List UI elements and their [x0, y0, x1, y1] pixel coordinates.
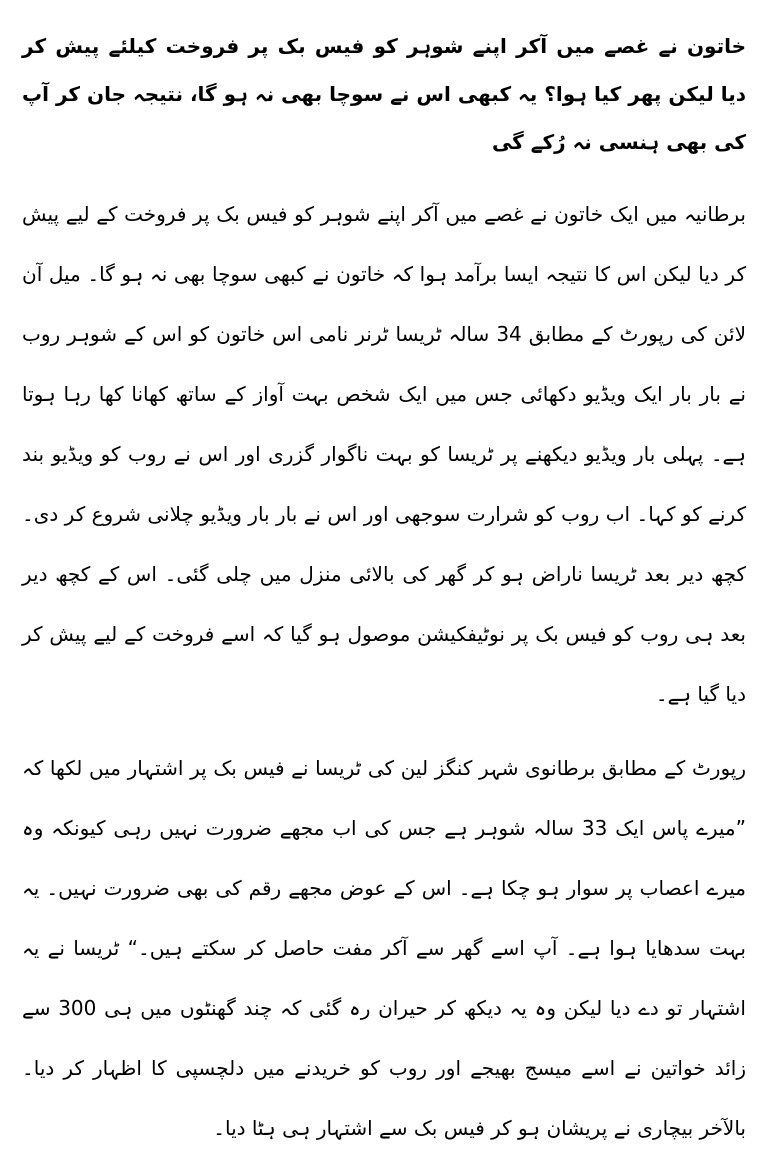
article-headline: خاتون نے غصے میں آکر اپنے شوہر کو فیس بک پر فروخت کیلئے پیش کر دیا لیکن پھر کیا ہوا؟ یہ کبھی اس نے سوچا بھی نہ ہو گا، نتیجہ جان کر آپ کی بھی ہنسی نہ رُکے گی [22, 34, 746, 154]
article-paragraph-2: رپورٹ کے مطابق برطانوی شہر کنگز لین کی ٹریسا نے فیس بک پر اشتہار میں لکھا کہ ”میرے پاس ایک 33 سالہ شوہر ہے جس کی اب مجھے ضرورت نہیں رہی کیونکہ وہ میرے اعصاب پر سوار ہو چکا ہے۔ اس کے عوض مجھے رقم کی بھی ضرورت نہیں۔ یہ بہت سدھایا ہوا ہے۔ آپ اسے گھر سے آکر مفت حاصل کر سکتے ہیں۔“ ٹریسا نے یہ اشتہار تو دے دیا لیکن وہ یہ دیکھ کر حیران رہ گئی کہ چند گھنٹوں میں ہی 300 سے زائد خواتین نے اسے میسج بھیجے اور روب کو خریدنے میں دلچسپی کا اظہار کر دیا۔ بالآخر بیچاری نے پریشان ہو کر فیس بک سے اشتہار ہی ہٹا دیا۔ [22, 756, 746, 1140]
article [22, 22, 746, 1172]
article-paragraph-1: برطانیہ میں ایک خاتون نے غصے میں آکر اپنے شوہر کو فیس بک پر فروخت کے لیے پیش کر دیا لیکن اس کا نتیجہ ایسا برآمد ہوا کہ خاتون نے کبھی سوچا بھی نہ ہو گا۔ میل آن لائن کی رپورٹ کے مطابق 34 سالہ ٹریسا ٹرنر نامی اس خاتون کو اس کے شوہر روب نے بار بار ایک ویڈیو دکھائی جس میں ایک شخص بہت آواز کے ساتھ کھانا کھا رہا ہوتا ہے۔ پہلی بار ویڈیو دیکھنے پر ٹریسا کو بہت ناگوار گزری اور اس نے روب کو ویڈیو بند کرنے کو کہا۔ اب روب کو شرارت سوجھی اور اس نے بار بار ویڈیو چلانی شروع کر دی۔ کچھ دیر بعد ٹریسا ناراض ہو کر گھر کی بالائی منزل میں چلی گئی۔ اس کے کچھ دیر بعد ہی روب کو فیس بک پر نوٹیفکیشن موصول ہو گیا کہ اسے فروخت کے لیے پیش کر دیا گیا ہے۔ [22, 202, 746, 706]
